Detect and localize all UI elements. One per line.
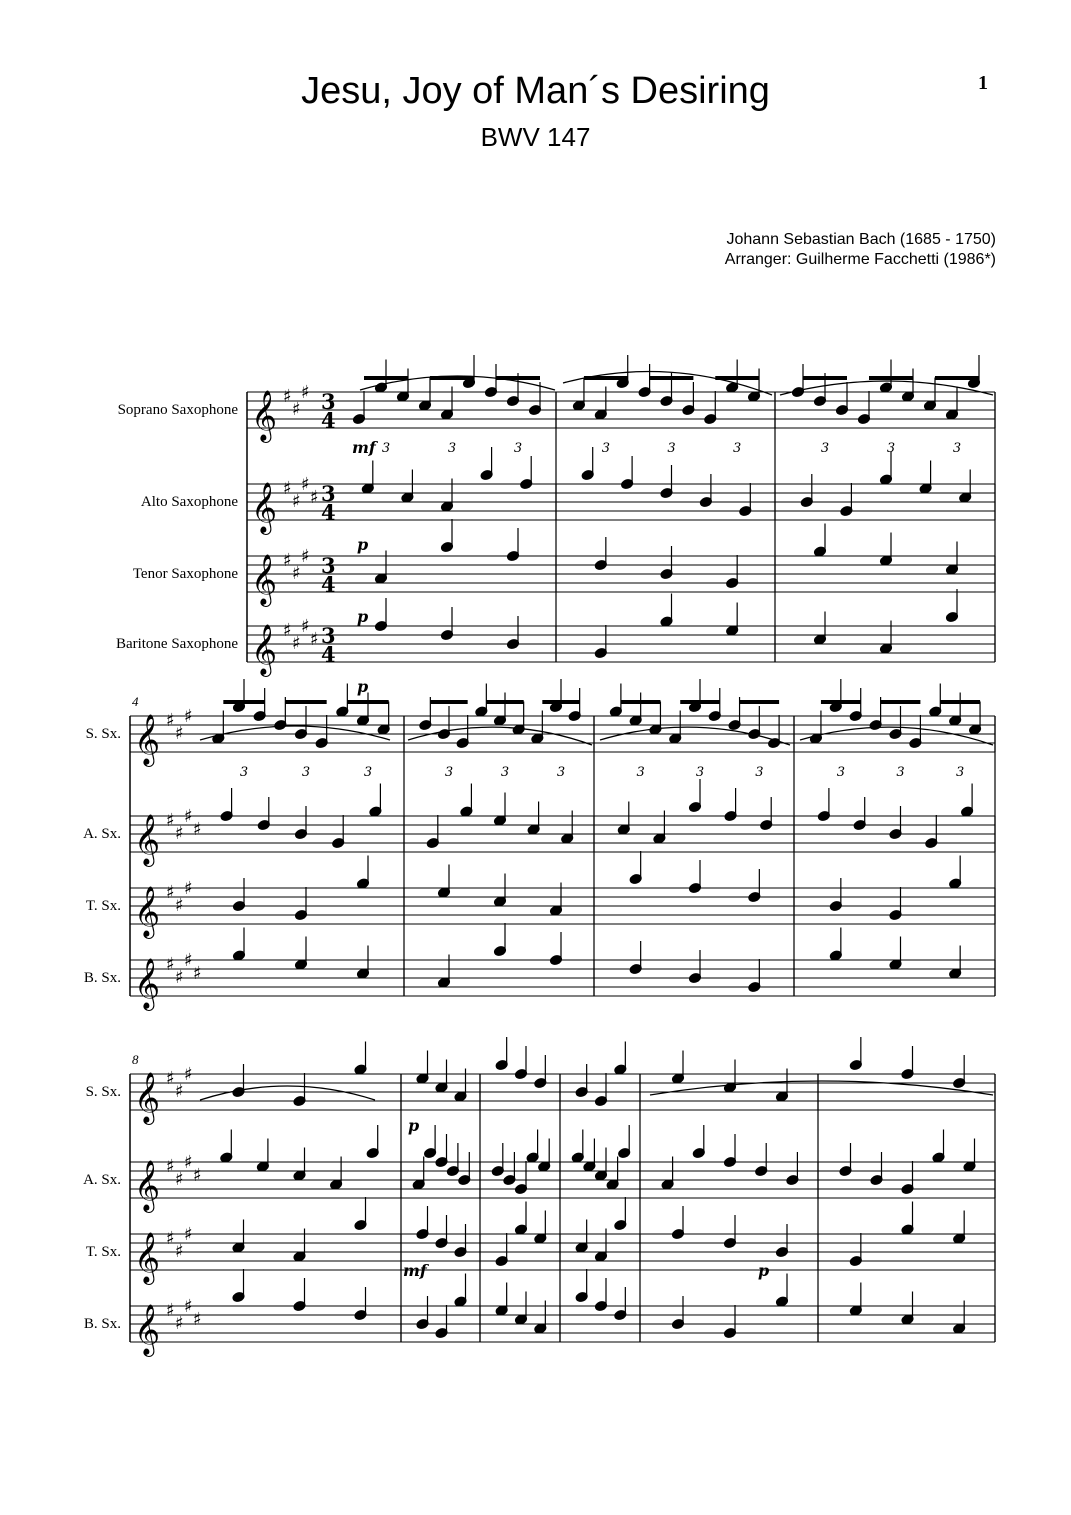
tuplet-number: 3 xyxy=(447,441,457,456)
piece-subtitle: BWV 147 xyxy=(480,122,591,152)
sharp-icon: ♯ xyxy=(166,1068,175,1089)
slur xyxy=(600,727,790,745)
dynamic-p: p xyxy=(357,607,369,626)
sharp-icon: ♯ xyxy=(301,382,310,403)
dynamic-mf: mf xyxy=(352,438,376,457)
treble-clef-icon: 𝄞 xyxy=(134,1304,161,1355)
sharp-icon: ♯ xyxy=(184,1296,193,1317)
measure-number: 4 xyxy=(132,694,139,709)
tuplet-number: 3 xyxy=(301,765,311,780)
treble-clef-icon: 𝄞 xyxy=(134,886,161,937)
time-sig-numerator: 3 xyxy=(321,623,336,648)
instrument-label: T. Sx. xyxy=(85,1244,121,1260)
sharp-icon: ♯ xyxy=(175,1081,184,1102)
sharp-icon: ♯ xyxy=(166,1228,175,1249)
slur xyxy=(408,727,592,745)
instrument-label: Soprano Saxophone xyxy=(117,402,238,418)
dynamic-p: p xyxy=(758,1261,770,1280)
sharp-icon: ♯ xyxy=(175,723,184,744)
staff-tsx xyxy=(86,1224,995,1285)
piece-title: Jesu, Joy of Man´s Desiring xyxy=(301,70,770,112)
slur xyxy=(200,1086,375,1100)
tuplet-number: 3 xyxy=(239,765,249,780)
sharp-icon: ♯ xyxy=(184,878,193,899)
tuplet-number: 3 xyxy=(733,441,742,456)
page-number: 1 xyxy=(978,72,988,94)
time-sig-denominator: 4 xyxy=(321,408,336,433)
treble-clef-icon: 𝄞 xyxy=(134,814,161,865)
sharp-icon: ♯ xyxy=(166,710,175,731)
tuplet-number: 3 xyxy=(500,765,510,780)
sharp-icon: ♯ xyxy=(193,819,202,840)
sharp-icon: ♯ xyxy=(310,487,319,508)
sharp-icon: ♯ xyxy=(166,810,175,831)
tuplet-number: 3 xyxy=(886,441,896,456)
tuplet-number: 3 xyxy=(952,441,962,456)
dynamic-p: p xyxy=(357,535,369,554)
sharp-icon: ♯ xyxy=(184,1152,193,1173)
time-sig-numerator: 3 xyxy=(321,481,336,506)
tuplet-number: 3 xyxy=(896,765,905,780)
instrument-label: A. Sx. xyxy=(83,1172,121,1188)
sharp-icon: ♯ xyxy=(301,616,310,637)
sharp-icon: ♯ xyxy=(310,629,319,650)
instrument-label: B. Sx. xyxy=(83,970,121,986)
tuplet-number: 3 xyxy=(601,441,610,456)
tuplet-number: 3 xyxy=(667,441,676,456)
treble-clef-icon: 𝄞 xyxy=(251,554,278,605)
system-1 xyxy=(116,355,995,677)
sharp-icon: ♯ xyxy=(175,895,184,916)
sharp-icon: ♯ xyxy=(292,563,301,584)
time-sig-numerator: 3 xyxy=(321,389,336,414)
sharp-icon: ♯ xyxy=(184,806,193,827)
staff-asx xyxy=(141,474,995,535)
tuplet-number: 3 xyxy=(556,765,566,780)
sharp-icon: ♯ xyxy=(184,1064,193,1085)
sharp-icon: ♯ xyxy=(175,1313,184,1334)
staff-tsx xyxy=(86,878,995,939)
staff-bsx xyxy=(84,950,995,1011)
dynamic-p: p xyxy=(408,1116,420,1135)
sharp-icon: ♯ xyxy=(184,706,193,727)
sharp-icon: ♯ xyxy=(166,1156,175,1177)
composer: Johann Sebastian Bach (1685 - 1750) xyxy=(726,231,996,248)
sharp-icon: ♯ xyxy=(283,550,292,571)
sharp-icon: ♯ xyxy=(193,1165,202,1186)
measure-number: 8 xyxy=(132,1052,139,1067)
slur xyxy=(200,726,390,740)
dynamic-p: p xyxy=(357,677,369,696)
sharp-icon: ♯ xyxy=(292,399,301,420)
instrument-label: S. Sx. xyxy=(85,726,121,742)
tuplet-number: 3 xyxy=(820,441,830,456)
treble-clef-icon: 𝄞 xyxy=(251,624,278,675)
instrument-label: Alto Saxophone xyxy=(140,494,238,510)
sharp-icon: ♯ xyxy=(283,386,292,407)
tuplet-number: 3 xyxy=(755,765,764,780)
instrument-label: B. Sx. xyxy=(83,1316,121,1332)
tuplet-number: 3 xyxy=(363,765,373,780)
treble-clef-icon: 𝄞 xyxy=(134,1160,161,1211)
time-sig-denominator: 4 xyxy=(321,572,336,597)
sharp-icon: ♯ xyxy=(283,478,292,499)
sharp-icon: ♯ xyxy=(193,1309,202,1330)
treble-clef-icon: 𝄞 xyxy=(134,958,161,1009)
instrument-label: A. Sx. xyxy=(83,826,121,842)
sharp-icon: ♯ xyxy=(193,963,202,984)
tuplet-number: 3 xyxy=(513,441,523,456)
time-sig-denominator: 4 xyxy=(321,642,336,667)
sharp-icon: ♯ xyxy=(292,633,301,654)
staff-asx xyxy=(83,1152,995,1213)
instrument-label: Tenor Saxophone xyxy=(132,566,238,582)
sharp-icon: ♯ xyxy=(184,1224,193,1245)
staff-tsx xyxy=(133,546,995,607)
sharp-icon: ♯ xyxy=(175,967,184,988)
tuplet-number: 3 xyxy=(444,765,454,780)
sharp-icon: ♯ xyxy=(301,546,310,567)
sharp-icon: ♯ xyxy=(166,954,175,975)
sharp-icon: ♯ xyxy=(175,1169,184,1190)
tuplet-number: 3 xyxy=(636,765,645,780)
tuplet-number: 3 xyxy=(695,765,705,780)
sharp-icon: ♯ xyxy=(184,950,193,971)
treble-clef-icon: 𝄞 xyxy=(134,1232,161,1283)
sharp-icon: ♯ xyxy=(283,620,292,641)
instrument-label: S. Sx. xyxy=(85,1084,121,1100)
time-sig-numerator: 3 xyxy=(321,553,336,578)
tuplet-number: 3 xyxy=(381,441,391,456)
sharp-icon: ♯ xyxy=(166,882,175,903)
instrument-label: Baritone Saxophone xyxy=(115,636,238,652)
slur xyxy=(563,371,772,395)
sharp-icon: ♯ xyxy=(292,491,301,512)
sharp-icon: ♯ xyxy=(166,1300,175,1321)
arranger: Arranger: Guilherme Facchetti (1986*) xyxy=(724,251,996,268)
sharp-icon: ♯ xyxy=(301,474,310,495)
instrument-label: T. Sx. xyxy=(85,898,121,914)
sharp-icon: ♯ xyxy=(175,1241,184,1262)
treble-clef-icon: 𝄞 xyxy=(134,1072,161,1123)
treble-clef-icon: 𝄞 xyxy=(134,714,161,765)
system-3 xyxy=(83,1037,995,1357)
treble-clef-icon: 𝄞 xyxy=(251,482,278,533)
tuplet-number: 3 xyxy=(836,765,845,780)
sharp-icon: ♯ xyxy=(175,823,184,844)
treble-clef-icon: 𝄞 xyxy=(251,390,278,441)
tuplet-number: 3 xyxy=(956,765,965,780)
time-sig-denominator: 4 xyxy=(321,500,336,525)
dynamic-mf: mf xyxy=(403,1261,427,1280)
